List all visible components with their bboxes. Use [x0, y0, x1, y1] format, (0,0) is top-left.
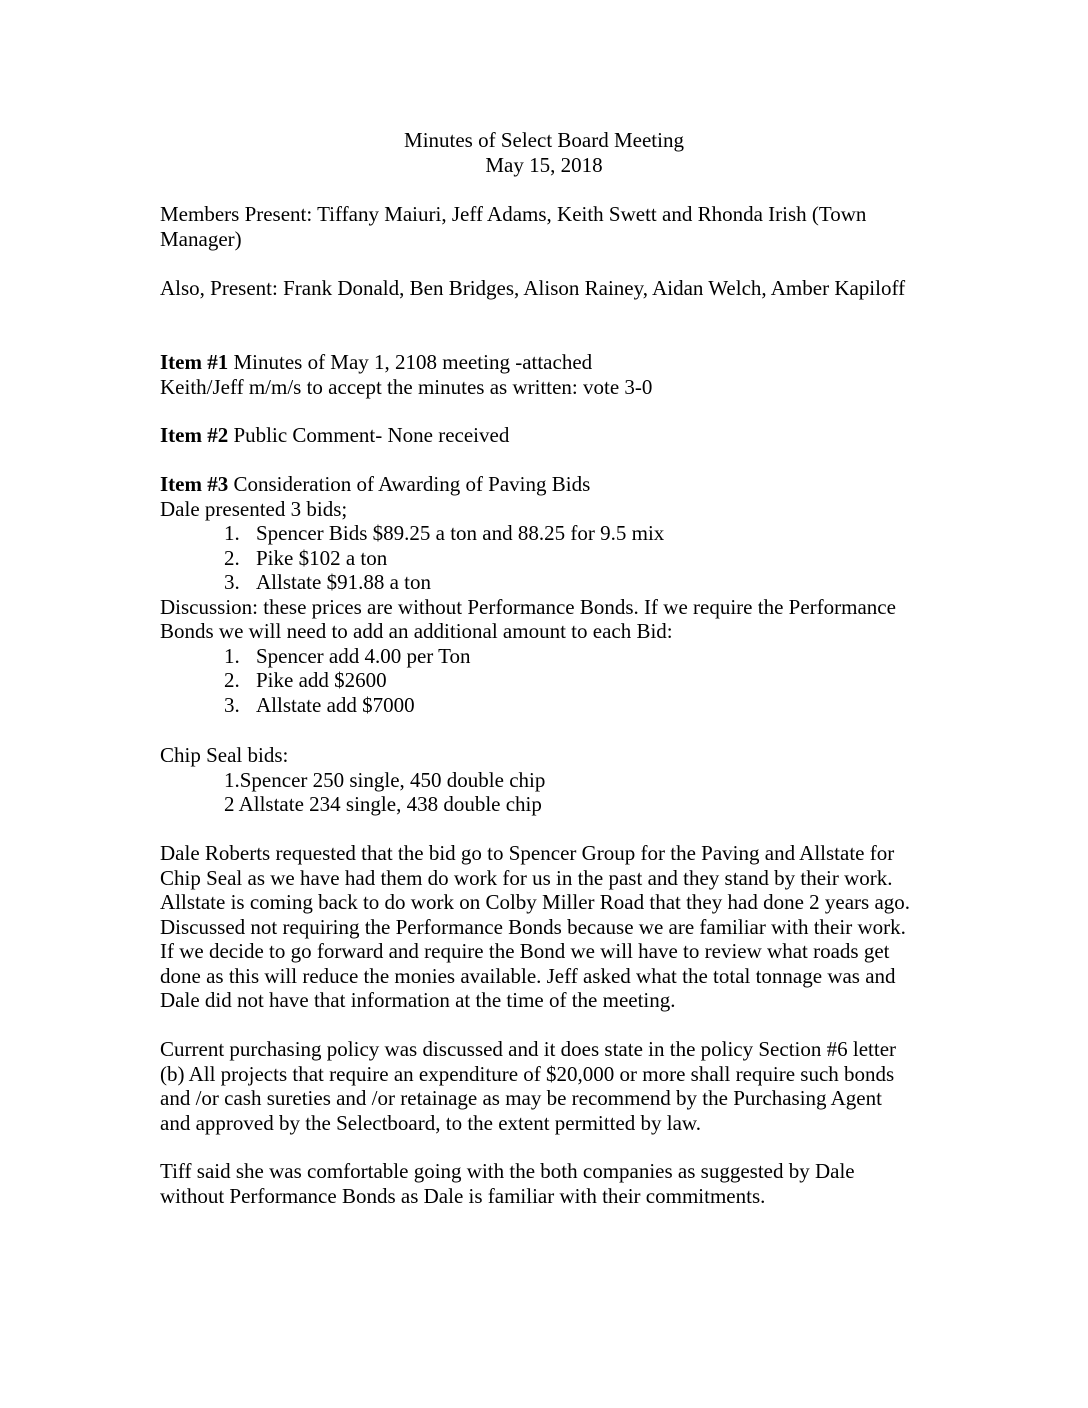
- bids-intro: Dale presented 3 bids;: [160, 496, 348, 521]
- chip-seal-bid: 1.Spencer 250 single, 450 double chip: [224, 767, 546, 792]
- item-1-section: [160, 350, 920, 399]
- members-present-line: Manager): [160, 226, 242, 251]
- list-item: 3. Allstate $91.88 a ton: [224, 570, 431, 594]
- discussion-line: Discussion: these prices are without Performance Bonds. If we require the Performance: [160, 594, 896, 619]
- item-3-section: [160, 472, 920, 717]
- members-present-line: Members Present: Tiffany Maiuri, Jeff Adams, Keith Swett and Rhonda Irish (Town: [160, 202, 867, 226]
- list-item: 1. Spencer Bids $89.25 a ton and 88.25 for 9.5 mix: [224, 521, 665, 545]
- paragraph-line: Dale did not have that information at the time of the meeting.: [160, 988, 676, 1012]
- list-item: 2. Pike add $2600: [224, 668, 387, 692]
- list-item: 2. Pike $102 a ton: [224, 545, 388, 570]
- item-1-heading: [160, 350, 920, 375]
- item-2-section: [160, 423, 920, 448]
- paragraph-line: without Performance Bonds as Dale is familiar with their commitments.: [160, 1183, 766, 1208]
- item-1-title: Minutes of May 1, 2108 meeting -attached: [228, 350, 593, 374]
- document-title: Minutes of Select Board Meeting: [404, 128, 684, 152]
- item-2-label: Item #2: [160, 423, 229, 447]
- paragraph-line: and /or cash sureties and /or retainage as may be recommend by the Purchasing Agent: [160, 1086, 882, 1110]
- paragraph-line: Tiff said she was comfortable going with the both companies as suggested by Dale: [160, 1159, 855, 1183]
- paragraph-line: done as this will reduce the monies available. Jeff asked what the total tonnage was and: [160, 963, 896, 988]
- paragraph-line: and approved by the Selectboard, to the extent permitted by law.: [160, 1110, 701, 1135]
- item-1-motion: Keith/Jeff m/m/s to accept the minutes as written: vote 3-0: [160, 374, 653, 399]
- title-block: [0, 128, 1088, 177]
- chip-seal-section: [160, 743, 920, 817]
- item-3-label: Item #3: [160, 472, 229, 496]
- bond-adds-list: [160, 644, 920, 718]
- paving-bids-list: [160, 521, 920, 595]
- paragraph-line: If we decide to go forward and require the Bond we will have to review what roads get: [160, 939, 890, 963]
- paragraph-line: (b) All projects that require an expenditure of $20,000 or more shall require such bonds: [160, 1061, 895, 1086]
- paragraph-line: Discussed not requiring the Performance Bonds because we are familiar with their work.: [160, 914, 906, 939]
- item-1-label: Item #1: [160, 350, 229, 374]
- item-2-title: Public Comment- None received: [228, 423, 510, 447]
- also-present-line: Also, Present: Frank Donald, Ben Bridges, Alison Rainey, Aidan Welch, Amber Kapiloff: [160, 276, 906, 300]
- paragraph-line: Chip Seal as we have had them do work for us in the past and they stand by their work.: [160, 865, 893, 890]
- members-present: [160, 202, 920, 251]
- also-present: [160, 276, 920, 301]
- paragraph-line: Dale Roberts requested that the bid go to Spencer Group for the Paving and Allstate for: [160, 841, 895, 865]
- item-3-heading: [160, 472, 920, 497]
- list-item: 1. Spencer add 4.00 per Ton: [224, 643, 471, 668]
- chip-seal-bid: 2 Allstate 234 single, 438 double chip: [224, 792, 542, 816]
- meeting-date: May 15, 2018: [485, 152, 603, 177]
- tiff-paragraph: [160, 1159, 920, 1208]
- list-item: 3. Allstate add $7000: [224, 692, 415, 717]
- chip-seal-heading: Chip Seal bids:: [160, 743, 289, 767]
- paragraph-line: Allstate is coming back to do work on Colby Miller Road that they had done 2 years ago.: [160, 890, 911, 914]
- discussion-line: Bonds we will need to add an additional amount to each Bid:: [160, 619, 673, 643]
- paragraph-line: Current purchasing policy was discussed and it does state in the policy Section #6 letter: [160, 1037, 897, 1061]
- item-2-heading: [160, 423, 920, 448]
- policy-paragraph: [160, 1037, 920, 1135]
- dale-paragraph: [160, 841, 920, 1013]
- item-3-title: Consideration of Awarding of Paving Bids: [228, 472, 591, 496]
